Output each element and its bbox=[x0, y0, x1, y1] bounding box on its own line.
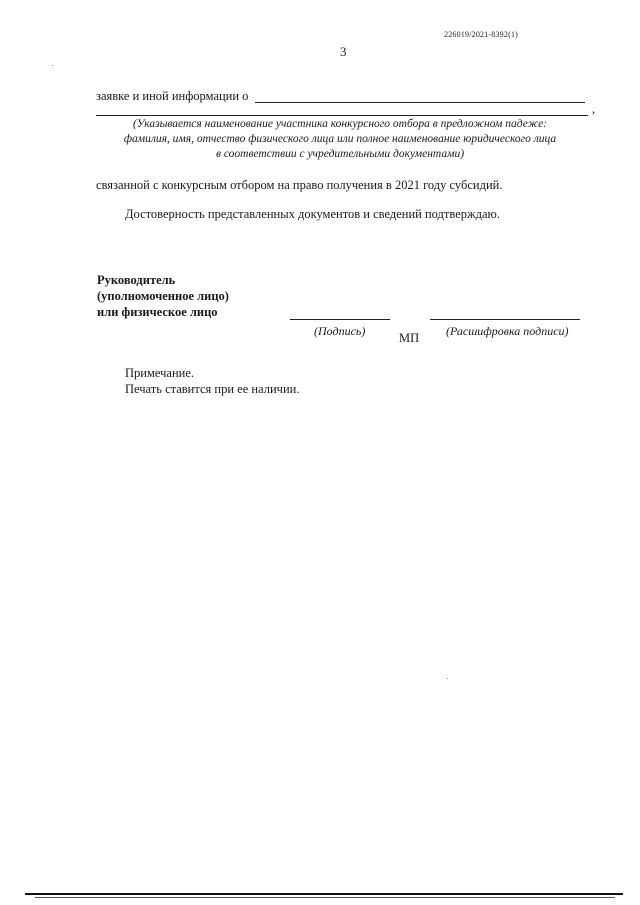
scan-speck bbox=[447, 678, 448, 679]
scan-bottom-edge-shadow bbox=[35, 897, 615, 898]
signature-caption: (Подпись) bbox=[314, 324, 366, 338]
document-id: 226019/2021-8392(1) bbox=[444, 30, 519, 39]
scan-speck bbox=[52, 65, 53, 66]
fill-line-1 bbox=[255, 102, 585, 103]
signatory-line-3: или физическое лицо bbox=[97, 305, 218, 319]
paragraph-1: связанной с конкурсным отбором на право получения в 2021 году субсидий. bbox=[96, 178, 503, 192]
note-text: Печать ставится при ее наличии. bbox=[125, 382, 300, 396]
signatory-line-1: Руководитель bbox=[97, 273, 176, 287]
stamp-label: МП bbox=[399, 331, 420, 345]
instruction-line-1: (Указывается наименование участника конкурсного отбора в предложном падеже: bbox=[132, 118, 548, 130]
note-title: Примечание. bbox=[125, 366, 195, 380]
instruction-line-2: фамилия, имя, отчество физического лица или полное наименование юридического лица bbox=[123, 133, 557, 145]
scan-bottom-edge bbox=[25, 893, 623, 895]
paragraph-2: Достоверность представленных документов и сведений подтверждаю. bbox=[125, 207, 500, 221]
page-number: 3 bbox=[340, 44, 347, 59]
line2-comma: , bbox=[592, 102, 596, 116]
signatory-line-2: (уполномоченное лицо) bbox=[97, 289, 229, 303]
decode-line bbox=[430, 319, 580, 320]
decode-caption: (Расшифровка подписи) bbox=[446, 324, 569, 338]
instruction-line-3: в соответствии с учредительными документами) bbox=[215, 148, 465, 160]
fill-line-2 bbox=[96, 115, 588, 116]
signature-line bbox=[290, 319, 390, 320]
line1-prefix: заявке и иной информации о bbox=[96, 89, 249, 103]
